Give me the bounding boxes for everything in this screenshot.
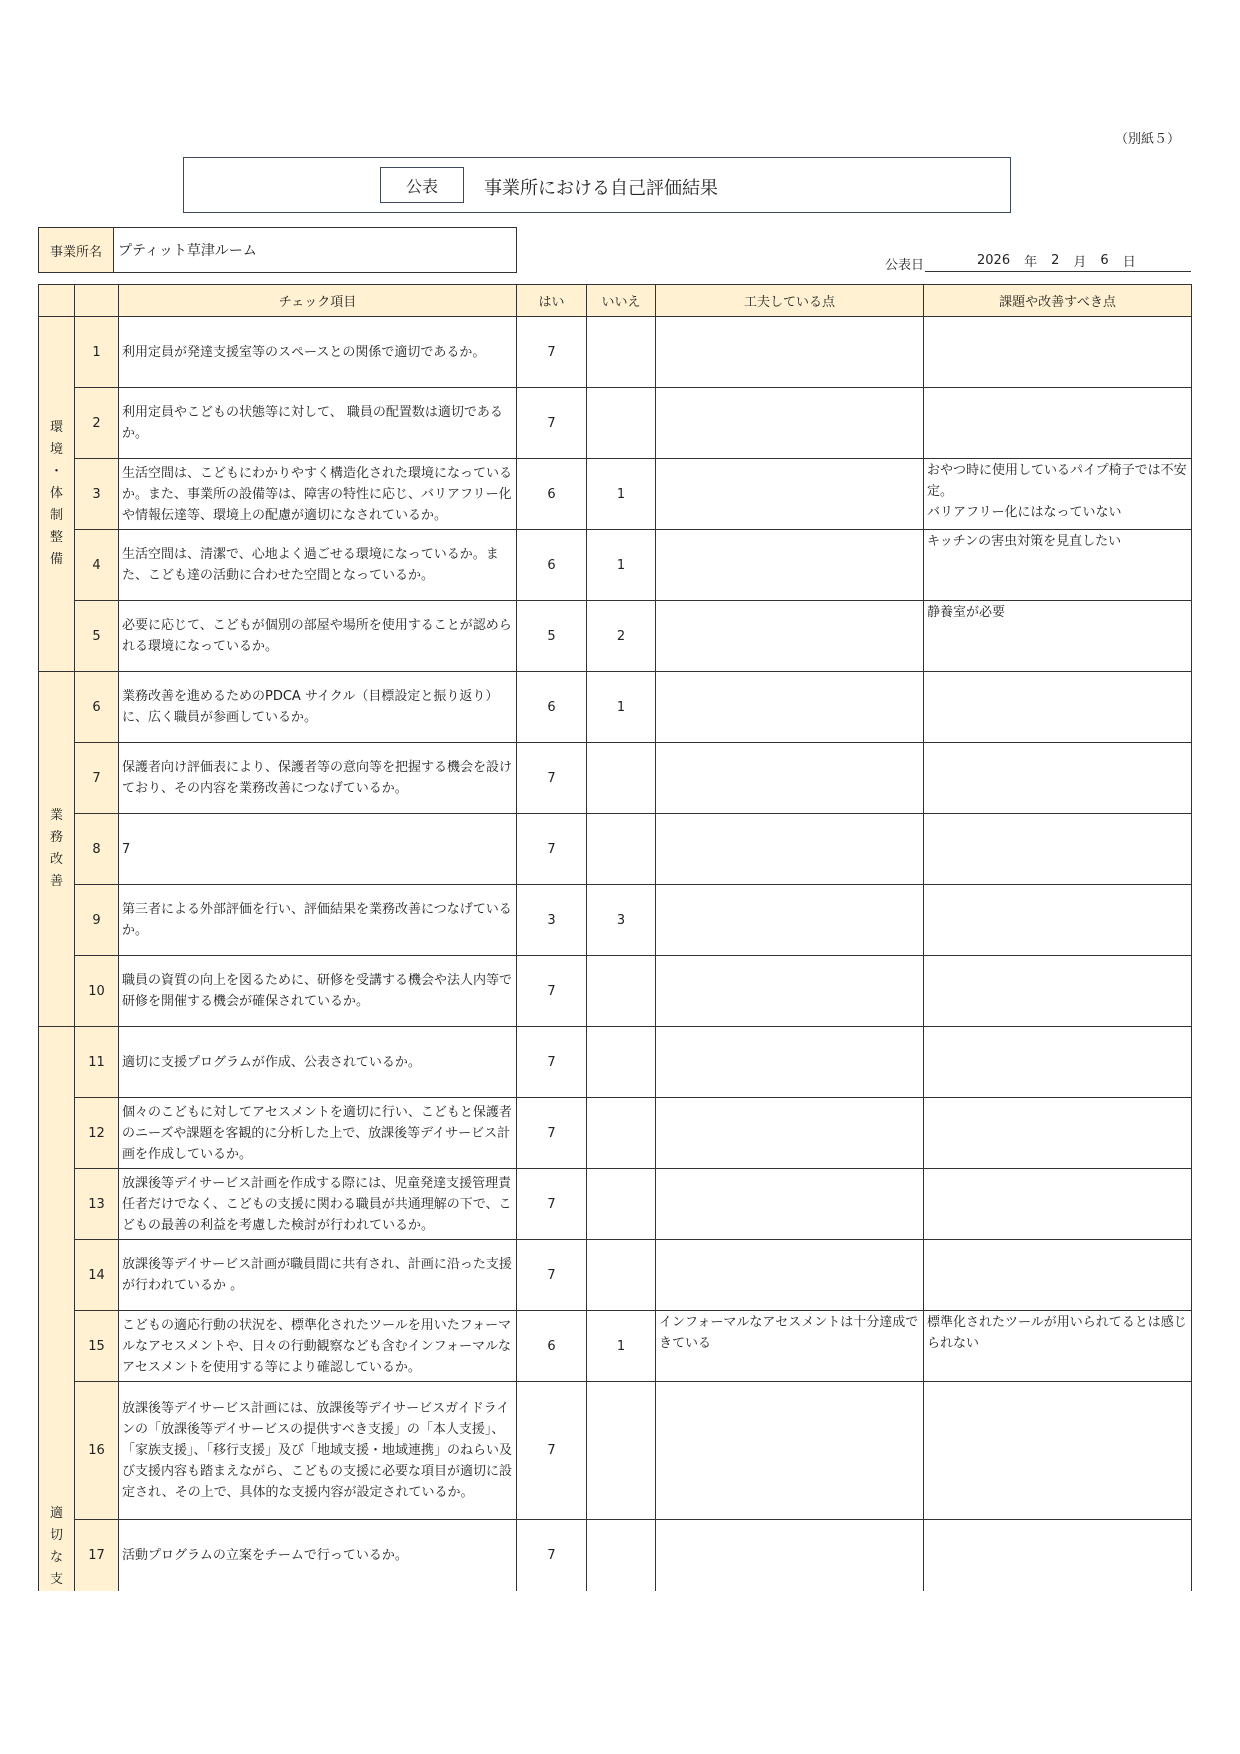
yes-count: 7 <box>517 814 587 885</box>
check-item-text: 業務改善を進めるためのPDCA サイクル（目標設定と振り返り）に、広く職員が参画しているか。 <box>119 672 517 743</box>
table-row <box>39 1027 1192 1098</box>
issues-note <box>924 1098 1192 1169</box>
table-row <box>39 1520 1192 1591</box>
category-label: 業 務 改 善 <box>49 808 63 889</box>
header-check-item: チェック項目 <box>119 285 517 317</box>
ingenuity-note <box>656 1169 924 1240</box>
table-row <box>39 956 1192 1027</box>
ingenuity-note <box>656 459 924 530</box>
no-count: 1 <box>587 530 656 601</box>
check-item-text: 放課後等デイサービス計画が職員間に共有され、計画に沿った支援が行われているか 。 <box>119 1240 517 1311</box>
category-label: 環 境 ・ 体 制 整 備 <box>49 420 63 567</box>
table-row <box>39 1240 1192 1311</box>
check-item-text: 放課後等デイサービス計画には、放課後等デイサービスガイドラインの「放課後等デイサービスの提供すべき支援」の「本人支援」、「家族支援」、「移行支援」及び「地域支援・地域連携」のねらい及び支援内容も踏まえながら、こどもの支援に必要な項目が適切に設定され、その上で、具体的な支援内容が設定されているか。 <box>119 1382 517 1520</box>
category-cell <box>39 672 75 1027</box>
no-count <box>587 1240 656 1311</box>
month-unit: 月 <box>1073 255 1087 270</box>
yes-count: 6 <box>517 530 587 601</box>
no-count <box>587 388 656 459</box>
category-cell <box>39 1027 75 1591</box>
item-number: 9 <box>75 885 119 956</box>
category-label: 適 切 な 支 <box>49 1505 63 1587</box>
table-row <box>39 672 1192 743</box>
issues-note <box>924 388 1192 459</box>
no-count: 1 <box>587 672 656 743</box>
table-row <box>39 601 1192 672</box>
no-count <box>587 1169 656 1240</box>
publication-year: 2026 <box>977 253 1011 268</box>
table-row <box>39 388 1192 459</box>
header-issues: 課題や改善すべき点 <box>924 285 1192 317</box>
no-count <box>587 1098 656 1169</box>
item-number: 8 <box>75 814 119 885</box>
self-evaluation-table <box>38 284 1192 1591</box>
check-item-text: 個々のこどもに対してアセスメントを適切に行い、こどもと保護者のニーズや課題を客観的に分析した上で、放課後等デイサービス計画を作成しているか。 <box>119 1098 517 1169</box>
check-item-text: こどもの適応行動の状況を、標準化されたツールを用いたフォーマルなアセスメントや、日々の行動観察なども含むインフォーマルなアセスメントを使用する等により確認しているか。 <box>119 1311 517 1382</box>
yes-count: 7 <box>517 1382 587 1520</box>
no-count: 3 <box>587 885 656 956</box>
public-tag: 公表 <box>380 167 464 203</box>
office-name-value: プティット草津ルーム <box>118 243 257 259</box>
publication-date <box>925 250 1191 272</box>
issues-note <box>924 1382 1192 1520</box>
check-item-text: 7 <box>119 814 517 885</box>
item-number: 5 <box>75 601 119 672</box>
yes-count: 7 <box>517 1240 587 1311</box>
issues-note <box>924 1027 1192 1098</box>
yes-count: 3 <box>517 885 587 956</box>
table-row <box>39 814 1192 885</box>
item-number: 2 <box>75 388 119 459</box>
table-row <box>39 317 1192 388</box>
office-name-label: 事業所名 <box>39 228 114 272</box>
check-item-text: 利用定員が発達支援室等のスペースとの関係で適切であるか。 <box>119 317 517 388</box>
header-number <box>75 285 119 317</box>
publication-month: 2 <box>1051 253 1060 268</box>
ingenuity-note <box>656 1382 924 1520</box>
issues-note: おやつ時に使用しているパイプ椅子では不安定。 バリアフリー化にはなっていない <box>924 459 1192 530</box>
issues-note <box>924 1520 1192 1591</box>
no-count <box>587 1520 656 1591</box>
ingenuity-note <box>656 885 924 956</box>
item-number: 14 <box>75 1240 119 1311</box>
check-item-text: 利用定員やこどもの状態等に対して、 職員の配置数は適切であるか。 <box>119 388 517 459</box>
check-item-text: 保護者向け評価表により、保護者等の意向等を把握する機会を設けており、その内容を業務改善につなげているか。 <box>119 743 517 814</box>
yes-count: 5 <box>517 601 587 672</box>
yes-count: 7 <box>517 388 587 459</box>
issues-note <box>924 885 1192 956</box>
no-count <box>587 1027 656 1098</box>
item-number: 15 <box>75 1311 119 1382</box>
title-box <box>183 157 1011 213</box>
item-number: 10 <box>75 956 119 1027</box>
item-number: 3 <box>75 459 119 530</box>
check-item-text: 生活空間は、清潔で、心地よく過ごせる環境になっているか。また、こども達の活動に合わせた空間となっているか。 <box>119 530 517 601</box>
category-cell <box>39 317 75 672</box>
check-item-text: 職員の資質の向上を図るために、研修を受講する機会や法人内等で研修を開催する機会が確保されているか。 <box>119 956 517 1027</box>
item-number: 6 <box>75 672 119 743</box>
issues-note <box>924 317 1192 388</box>
item-number: 17 <box>75 1520 119 1591</box>
yes-count: 7 <box>517 1520 587 1591</box>
check-item-text: 放課後等デイサービス計画を作成する際には、児童発達支援管理責任者だけでなく、こどもの支援に関わる職員が共通理解の下で、こどもの最善の利益を考慮した検討が行われているか。 <box>119 1169 517 1240</box>
ingenuity-note <box>656 388 924 459</box>
ingenuity-note <box>656 743 924 814</box>
no-count <box>587 317 656 388</box>
ingenuity-note <box>656 530 924 601</box>
table-row <box>39 459 1192 530</box>
ingenuity-note <box>656 317 924 388</box>
ingenuity-note <box>656 1027 924 1098</box>
item-number: 16 <box>75 1382 119 1520</box>
ingenuity-note <box>656 672 924 743</box>
table-row <box>39 1169 1192 1240</box>
ingenuity-note <box>656 1240 924 1311</box>
yes-count: 7 <box>517 317 587 388</box>
item-number: 1 <box>75 317 119 388</box>
no-count: 1 <box>587 1311 656 1382</box>
issues-note: 標準化されたツールが用いられてるとは感じられない <box>924 1311 1192 1382</box>
table-row <box>39 1382 1192 1520</box>
yes-count: 7 <box>517 956 587 1027</box>
item-number: 4 <box>75 530 119 601</box>
no-count: 2 <box>587 601 656 672</box>
check-item-text: 活動プログラムの立案をチームで行っているか。 <box>119 1520 517 1591</box>
no-count: 1 <box>587 459 656 530</box>
yes-count: 7 <box>517 1027 587 1098</box>
check-item-text: 生活空間は、こどもにわかりやすく構造化された環境になっているか。また、事業所の設備等は、障害の特性に応じ、バリアフリー化や情報伝達等、環境上の配慮が適切になされているか。 <box>119 459 517 530</box>
year-unit: 年 <box>1024 255 1038 270</box>
yes-count: 6 <box>517 459 587 530</box>
publication-day: 6 <box>1100 253 1109 268</box>
issues-note <box>924 672 1192 743</box>
ingenuity-note <box>656 1520 924 1591</box>
ingenuity-note <box>656 814 924 885</box>
issues-note <box>924 1169 1192 1240</box>
table-row <box>39 1098 1192 1169</box>
table-row <box>39 530 1192 601</box>
yes-count: 7 <box>517 743 587 814</box>
page-title: 事業所における自己評価結果 <box>484 178 718 199</box>
issues-note <box>924 814 1192 885</box>
item-number: 13 <box>75 1169 119 1240</box>
no-count <box>587 1382 656 1520</box>
check-item-text: 必要に応じて、こどもが個別の部屋や場所を使用することが認められる環境になっているか。 <box>119 601 517 672</box>
yes-count: 6 <box>517 672 587 743</box>
office-name-box <box>38 227 517 273</box>
header-yes: はい <box>517 285 587 317</box>
ingenuity-note <box>656 956 924 1027</box>
yes-count: 6 <box>517 1311 587 1382</box>
check-item-text: 適切に支援プログラムが作成、公表されているか。 <box>119 1027 517 1098</box>
item-number: 7 <box>75 743 119 814</box>
table-row <box>39 1311 1192 1382</box>
ingenuity-note: インフォーマルなアセスメントは十分達成できている <box>656 1311 924 1382</box>
issues-note: キッチンの害虫対策を見直したい <box>924 530 1192 601</box>
no-count <box>587 743 656 814</box>
issues-note: 静養室が必要 <box>924 601 1192 672</box>
no-count <box>587 814 656 885</box>
appendix-label: （別紙５） <box>1114 132 1180 147</box>
day-unit: 日 <box>1122 255 1136 270</box>
header-no: いいえ <box>587 285 656 317</box>
item-number: 12 <box>75 1098 119 1169</box>
publication-date-label: 公表日 <box>885 258 925 273</box>
ingenuity-note <box>656 1098 924 1169</box>
header-ingenuity: 工夫している点 <box>656 285 924 317</box>
table-row <box>39 885 1192 956</box>
header-category <box>39 285 75 317</box>
ingenuity-note <box>656 601 924 672</box>
yes-count: 7 <box>517 1169 587 1240</box>
issues-note <box>924 956 1192 1027</box>
item-number: 11 <box>75 1027 119 1098</box>
check-item-text: 第三者による外部評価を行い、評価結果を業務改善につなげているか。 <box>119 885 517 956</box>
issues-note <box>924 1240 1192 1311</box>
table-row <box>39 743 1192 814</box>
yes-count: 7 <box>517 1098 587 1169</box>
table-header-row <box>39 285 1192 317</box>
issues-note <box>924 743 1192 814</box>
no-count <box>587 956 656 1027</box>
